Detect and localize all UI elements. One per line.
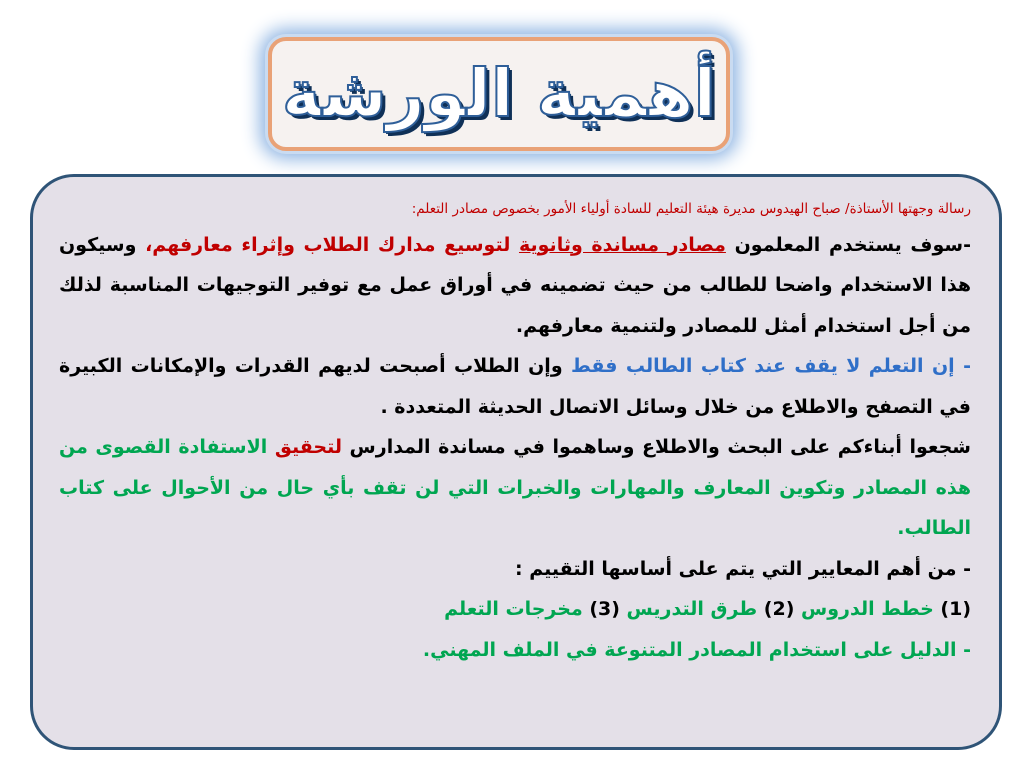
expand-knowledge-text: لتوسيع مدارك الطلاب وإثراء معارفهم، <box>145 233 519 256</box>
achieve-word: لتحقيق <box>274 436 342 459</box>
supporting-sources-highlight: مصادر مساندة وثانوية <box>518 233 726 256</box>
paragraph-sources <box>59 225 971 347</box>
criteria-list <box>59 589 971 630</box>
title-banner <box>268 37 730 151</box>
criteria-number-1: (1) <box>940 598 971 621</box>
paragraph-sources-rest: وسيكون هذا الاستخدام واضحا للطالب من حيث تضمينه في أوراق عمل مع توفير التوجيهات المناسبة لذلك من أجل استخدام أمثل للمصادر ولتنمية معارفهم. <box>59 233 971 337</box>
paragraph-criteria-heading: - من أهم المعايير التي يتم على أساسها التقييم : <box>515 557 971 580</box>
paragraph-encourage-lead: شجعوا أبناءكم على البحث والاطلاع وساهموا في مساندة المدارس <box>341 436 971 459</box>
paragraph-sources-lead: -سوف يستخدم المعلمون <box>725 233 971 256</box>
criteria-number-3: (3) <box>589 598 620 621</box>
content-panel <box>30 174 1002 750</box>
criteria-teaching-methods: طرق التدريس <box>619 598 764 621</box>
criteria-lesson-plans: خطط الدروس <box>794 598 941 621</box>
page-title: أهمية الورشة <box>281 55 717 132</box>
intro-note: رسالة وجهتها الأستاذة/ صباح الهيدوس مديرة هيئة التعليم للسادة أولياء الأمور بخصوص مصادر التعلم: <box>411 201 971 217</box>
criteria-learning-outcomes: مخرجات التعلم <box>444 598 590 621</box>
paragraph-learning-rest: وإن الطلاب أصبحت لديهم القدرات والإمكانات الكبيرة في التصفح والاطلاع من خلال وسائل الاتصال الحديثة المتعددة . <box>59 355 971 418</box>
paragraph-encourage-rest: الاستفادة القصوى من هذه المصادر وتكوين المعارف والمهارات والخبرات التي لن تقف بأي حال من الأحوال على كتاب الطالب. <box>59 436 971 540</box>
paragraph-learning <box>59 346 971 427</box>
learning-beyond-book-text: - إن التعلم لا يقف عند كتاب الطالب فقط <box>571 355 971 378</box>
criteria-number-2: (2) <box>763 598 795 621</box>
paragraph-evidence: - الدليل على استخدام المصادر المتنوعة في الملف المهني. <box>422 638 971 661</box>
paragraph-encourage <box>59 427 971 549</box>
